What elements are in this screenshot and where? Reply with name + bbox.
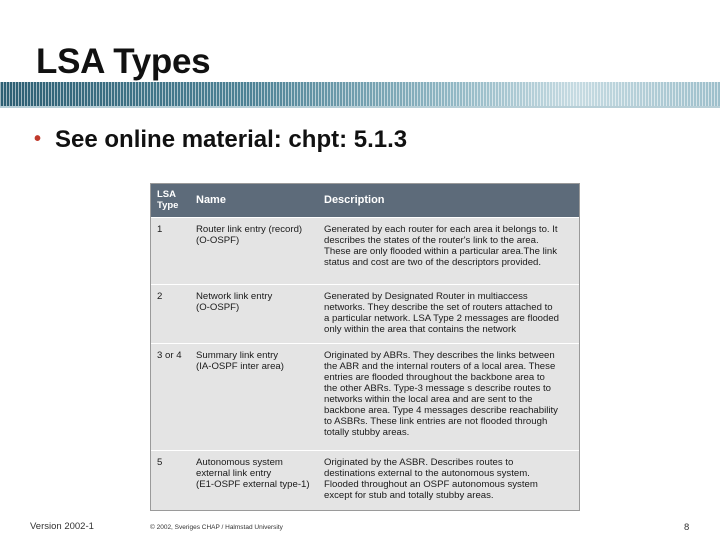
table-row — [151, 343, 579, 450]
row-description — [324, 350, 576, 438]
row-description-line: Generated by each router for each area it belongs to. It — [324, 224, 558, 235]
row-description-line: the ABR and the internal routers of a local area. These — [324, 361, 556, 372]
header-lsa-type — [157, 189, 178, 211]
row-name — [196, 224, 321, 246]
header-lsa-type-line2: Type — [157, 200, 179, 211]
bullet-dot-icon: • — [34, 128, 42, 150]
row-description-line: except for stub and totally stubby areas. — [324, 490, 494, 501]
table-row — [151, 217, 579, 284]
row-description-line: status and cost are two of the descriptors provided. — [324, 257, 542, 268]
row-name-line: (O-OSPF) — [196, 235, 240, 246]
row-name-line: Autonomous system — [196, 457, 283, 468]
row-description-line: describes the states of the router's link to the area. — [324, 235, 539, 246]
row-description-line: destinations external to the autonomous system. — [324, 468, 530, 479]
row-description-line: only within the area that contains the network — [324, 324, 516, 335]
table-header-row — [151, 184, 579, 217]
row-description — [324, 291, 576, 335]
row-type: 3 or 4 — [157, 350, 182, 361]
row-description-line: networks within the local area and are sent to the — [324, 394, 533, 405]
footer-copyright: © 2002, Sveriges CHAP / Halmstad University — [150, 524, 283, 531]
row-description-line: backbone area. Type 4 messages describe reachability — [324, 405, 558, 416]
slide-title: LSA Types — [36, 42, 211, 81]
row-name — [196, 350, 321, 372]
row-name-line: Summary link entry — [196, 350, 279, 361]
row-name-line: (IA-OSPF inter area) — [196, 361, 284, 372]
bullet-text: See online material: chpt: 5.1.3 — [55, 126, 408, 153]
header-name: Name — [196, 194, 226, 206]
header-lsa-type-line1: LSA — [157, 189, 176, 200]
row-description-line: Generated by Designated Router in multiaccess — [324, 291, 528, 302]
header-description: Description — [324, 194, 385, 206]
row-name-line: external link entry — [196, 468, 272, 479]
row-description-line: networks. They describe the set of routers attached to — [324, 302, 553, 313]
banner-divider — [0, 106, 720, 108]
lsa-types-table — [150, 183, 580, 511]
row-name-line: Router link entry (record) — [196, 224, 303, 235]
table-row — [151, 284, 579, 343]
row-name-line: (O-OSPF) — [196, 302, 240, 313]
row-description — [324, 457, 576, 501]
row-type: 2 — [157, 291, 163, 302]
page-number: 8 — [684, 522, 690, 533]
bullet-item — [34, 126, 407, 154]
row-description-line: a particular network. LSA Type 2 messages are flooded — [324, 313, 560, 324]
row-name — [196, 457, 321, 490]
footer-version: Version 2002-1 — [30, 521, 94, 532]
row-description — [324, 224, 576, 268]
row-name — [196, 291, 321, 313]
row-description-line: totally stubby areas. — [324, 427, 410, 438]
row-type: 5 — [157, 457, 163, 468]
row-description-line: to ASBRs. These link entries are not flooded through — [324, 416, 548, 427]
row-description-line: These are only flooded within a particular area.The link — [324, 246, 558, 257]
row-name-line: Network link entry — [196, 291, 273, 302]
row-description-line: Originated by ABRs. They describes the links between — [324, 350, 555, 361]
row-name-line: (E1-OSPF external type-1) — [196, 479, 310, 490]
title-banner — [0, 82, 720, 106]
row-description-line: Flooded throughout an OSPF autonomous system — [324, 479, 538, 490]
table-row — [151, 450, 579, 510]
row-type: 1 — [157, 224, 163, 235]
row-description-line: entries are flooded throughout the backbone area to — [324, 372, 545, 383]
row-description-line: Originated by the ASBR. Describes routes to — [324, 457, 514, 468]
row-description-line: the other ABRs. Type-3 message s describe routes to — [324, 383, 551, 394]
